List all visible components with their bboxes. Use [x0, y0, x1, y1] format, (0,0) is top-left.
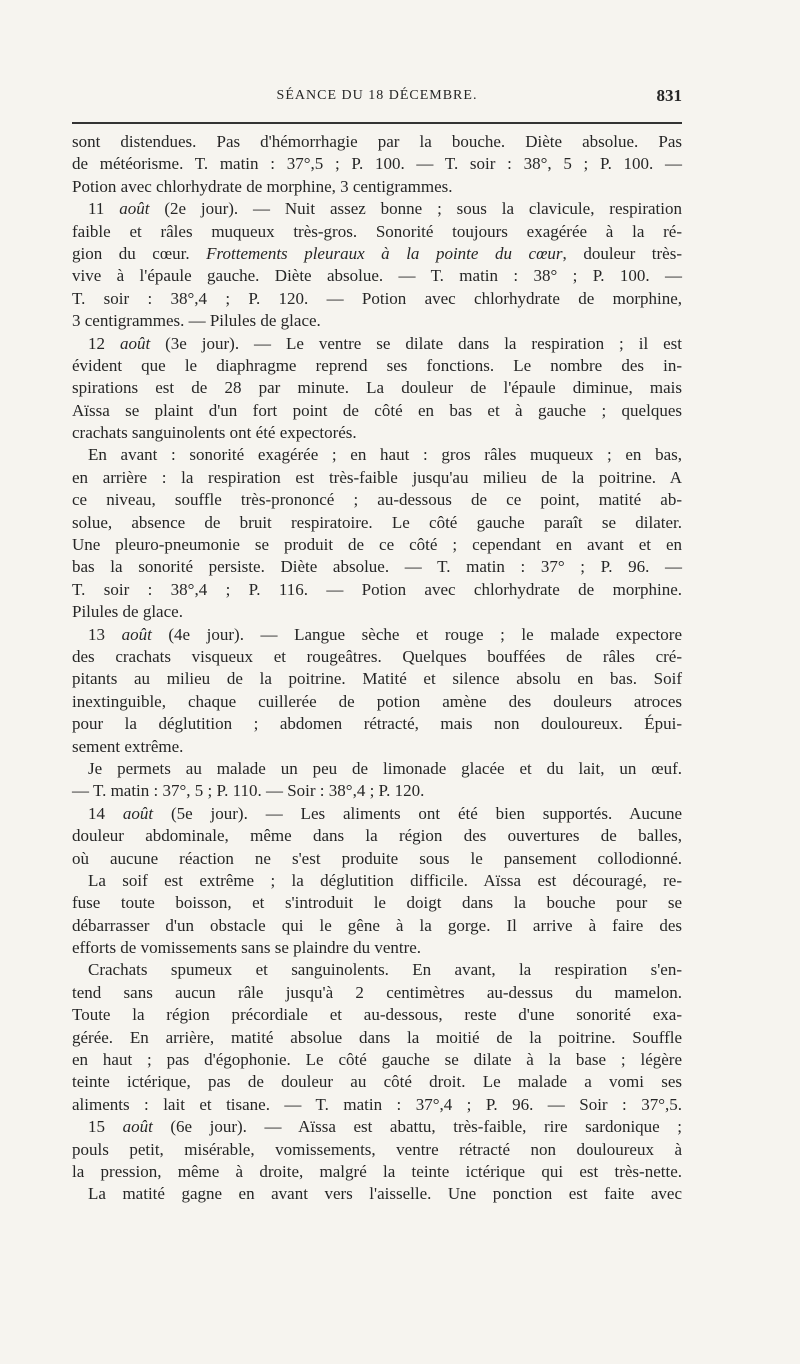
text-line [72, 758, 682, 780]
text-line [72, 512, 682, 534]
text-segment: la pression, même à droite, malgré la teinte ictérique qui est très-nette. [72, 1161, 682, 1181]
text-segment: Pilules de glace. [72, 602, 183, 622]
text-line [72, 579, 682, 601]
text-segment: pouls petit, misérable, vomissements, ventre rétracté non douloureux à [72, 1139, 682, 1159]
text-segment: sont distendues. Pas d'hémorrhagie par la bouche. Diète absolue. Pas [72, 132, 682, 151]
text-segment: Aïssa se plaint d'un fort point de côté en bas et à gauche ; quelques [72, 400, 682, 420]
text-segment: douleur abdominale, même dans la région des ouvertures de balles, [72, 826, 682, 846]
text-line [72, 937, 682, 959]
text-line [72, 1139, 682, 1161]
text-line [72, 400, 682, 422]
text-segment: T. soir : 38°,4 ; P. 116. — Potion avec chlorhydrate de morphine. [72, 579, 682, 599]
text-segment: 14 [88, 803, 123, 823]
text-segment: aliments : lait et tisane. — T. matin : 37°,4 ; P. 96. — Soir : 37°,5. [72, 1094, 682, 1114]
text-segment: (4e jour). — Langue sèche et rouge ; le malade expectore [151, 624, 682, 644]
text-line [72, 1116, 682, 1138]
text-line [72, 310, 682, 332]
italic-text: Frottements pleuraux à la pointe du cœur [206, 243, 563, 263]
running-title: SÉANCE DU 18 DÉCEMBRE. [276, 88, 478, 103]
italic-text: août [122, 803, 154, 823]
running-header [72, 88, 682, 112]
text-segment: gérée. En arrière, matité absolue dans la moitié de la poitrine. Souffle [72, 1027, 682, 1047]
header-rule [72, 122, 682, 124]
text-segment: ce niveau, souffle très-prononcé ; au-dessous de ce point, matité ab- [72, 490, 682, 510]
text-line [72, 1161, 682, 1183]
text-line [72, 556, 682, 578]
italic-text: août [122, 1117, 153, 1137]
text-line [72, 243, 682, 265]
text-line [72, 422, 682, 444]
text-segment: des crachats visqueux et rougeâtres. Quelques bouffées de râles cré- [72, 646, 682, 666]
text-line [72, 736, 682, 758]
text-segment: bas la sonorité persiste. Diète absolue. — T. matin : 37° ; P. 96. — [72, 557, 682, 577]
text-line [72, 646, 682, 668]
text-segment: Crachats spumeux et sanguinolents. En avant, la respiration s'en- [88, 960, 682, 980]
text-segment: en haut ; pas d'égophonie. Le côté gauche se dilate à la base ; légère [72, 1050, 682, 1070]
italic-text: août [121, 624, 152, 644]
text-line [72, 915, 682, 937]
text-segment: En avant : sonorité exagérée ; en haut : gros râles muqueux ; en bas, [88, 445, 682, 465]
text-segment: de météorisme. T. matin : 37°,5 ; P. 100. — T. soir : 38°, 5 ; P. 100. — [72, 154, 682, 174]
text-segment: spirations est de 28 par minute. La douleur de l'épaule diminue, mais [72, 378, 682, 398]
text-line [72, 176, 682, 198]
text-segment: (3e jour). — Le ventre se dilate dans la respiration ; il est [150, 333, 683, 353]
text-segment: La soif est extrême ; la déglutition difficile. Aïssa est découragé, re- [88, 870, 682, 890]
text-segment: , douleur très- [562, 243, 682, 263]
text-line [72, 534, 682, 556]
text-line [72, 153, 682, 175]
text-segment: inextinguible, chaque cuillerée de potion amène des douleurs atroces [72, 691, 682, 711]
text-segment: 11 [88, 199, 120, 219]
text-line [72, 1027, 682, 1049]
text-segment: 15 [88, 1117, 123, 1137]
text-line [72, 1049, 682, 1071]
text-line [72, 870, 682, 892]
text-line [72, 601, 682, 623]
text-segment: gion du cœur. [72, 243, 207, 263]
text-segment: évident que le diaphragme reprend ses fonctions. Le nombre des in- [72, 355, 682, 375]
text-segment: vive à l'épaule gauche. Diète absolue. — T. matin : 38° ; P. 100. — [72, 266, 682, 286]
text-line [72, 668, 682, 690]
text-line [72, 377, 682, 399]
text-segment: fuse toute boisson, et s'introduit le doigt dans la bouche pour se [72, 893, 682, 913]
text-segment: (5e jour). — Les aliments ont été bien supportés. Aucune [153, 803, 683, 823]
text-segment: 12 [88, 333, 120, 353]
text-segment: débarrasser d'un obstacle qui le gêne à la gorge. Il arrive à faire des [72, 915, 682, 935]
text-segment: 13 [88, 624, 122, 644]
text-segment: teinte ictérique, pas de douleur au côté droit. Le malade a vomi ses [72, 1072, 682, 1092]
text-line [72, 444, 682, 466]
text-line [72, 265, 682, 287]
text-segment: Une pleuro-pneumonie se produit de ce côté ; cependant en avant et en [72, 535, 682, 555]
text-segment: en arrière : la respiration est très-faible jusqu'au milieu de la poitrine. A [72, 467, 682, 487]
text-segment: La matité gagne en avant vers l'aisselle. Une ponction est faite avec [88, 1184, 682, 1204]
text-line [72, 1094, 682, 1116]
text-line [72, 198, 682, 220]
text-line [72, 825, 682, 847]
text-segment: — T. matin : 37°, 5 ; P. 110. — Soir : 38°,4 ; P. 120. [72, 781, 425, 801]
text-line [72, 489, 682, 511]
text-segment: (2e jour). — Nuit assez bonne ; sous la clavicule, respiration [149, 199, 682, 219]
text-line [72, 959, 682, 981]
text-segment: faible et râles muqueux très-gros. Sonorité toujours exagérée à la ré- [72, 221, 682, 241]
text-line [72, 1071, 682, 1093]
text-segment: pitants au milieu de la poitrine. Matité et silence absolu en bas. Soif [72, 669, 682, 689]
text-segment: (6e jour). — Aïssa est abattu, très-faible, rire sardonique ; [152, 1117, 682, 1137]
text-line [72, 624, 682, 646]
text-segment: Toute la région précordiale et au-dessous, reste d'une sonorité exa- [72, 1005, 682, 1025]
text-segment: tend sans aucun râle jusqu'à 2 centimètres au-dessus du mamelon. [72, 982, 682, 1002]
text-segment: solue, absence de bruit respiratoire. Le côté gauche paraît se dilater. [72, 512, 682, 532]
text-line [72, 288, 682, 310]
text-line [72, 691, 682, 713]
text-segment: Potion avec chlorhydrate de morphine, 3 centigrammes. [72, 176, 453, 196]
text-line [72, 355, 682, 377]
italic-text: août [119, 199, 150, 219]
text-segment: 3 centigrammes. — Pilules de glace. [72, 311, 321, 331]
text-segment: efforts de vomissements sans se plaindre du ventre. [72, 938, 422, 958]
text-line [72, 780, 682, 802]
italic-text: août [119, 333, 151, 353]
text-line [72, 982, 682, 1004]
page-number: 831 [656, 86, 682, 105]
text-line [72, 892, 682, 914]
text-line [72, 131, 682, 153]
text-line [72, 221, 682, 243]
text-segment: où aucune réaction ne s'est produite sous le pansement collodionné. [72, 848, 682, 868]
text-segment: crachats sanguinolents ont été expectorés. [72, 423, 357, 443]
text-segment: pour la déglutition ; abdomen rétracté, mais non douloureux. Épui- [72, 714, 682, 734]
text-line [72, 1004, 682, 1026]
text-line [72, 1183, 682, 1205]
text-segment: Je permets au malade un peu de limonade glacée et du lait, un œuf. [88, 758, 682, 778]
text-segment: T. soir : 38°,4 ; P. 120. — Potion avec chlorhydrate de morphine, [72, 288, 682, 308]
body-text [72, 131, 682, 1206]
text-segment: sement extrême. [72, 736, 184, 756]
text-line [72, 848, 682, 870]
text-line [72, 713, 682, 735]
text-line [72, 467, 682, 489]
text-line [72, 333, 682, 355]
text-line [72, 803, 682, 825]
